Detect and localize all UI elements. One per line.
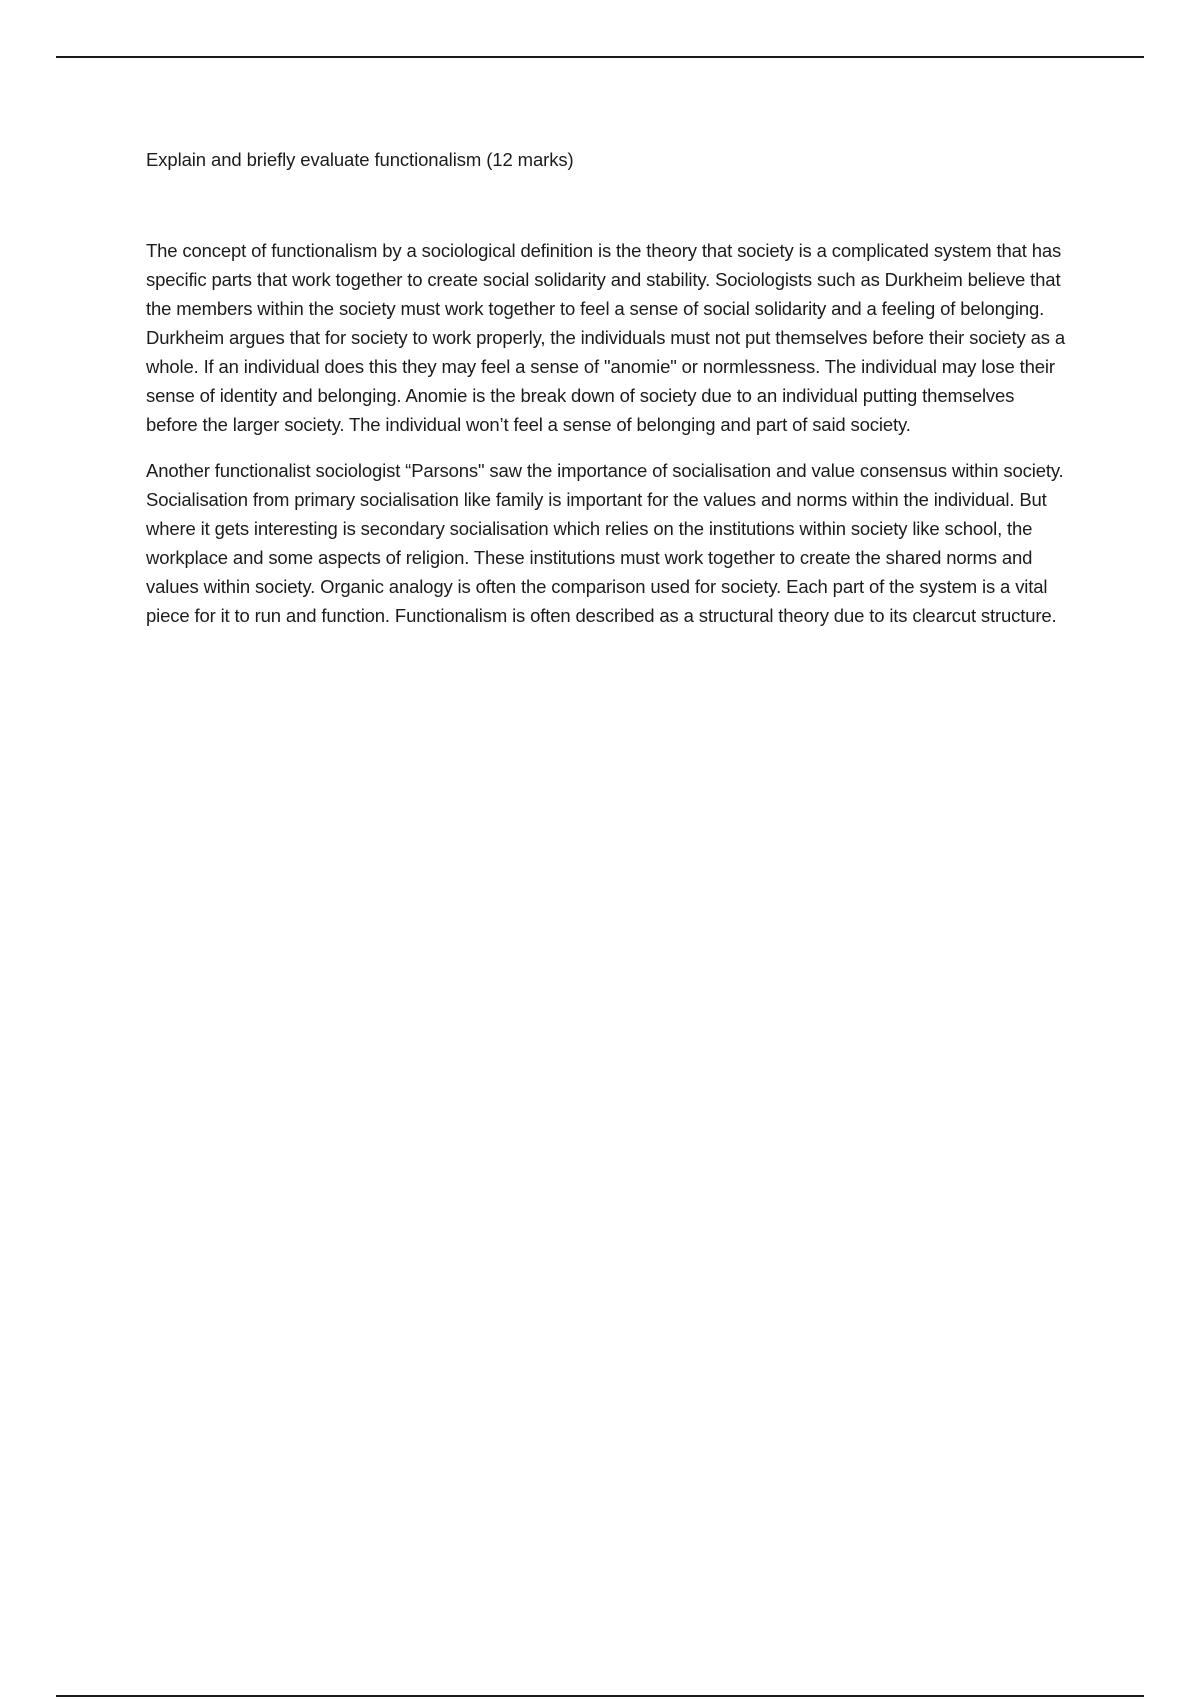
top-rule — [56, 56, 1144, 58]
bottom-rule — [56, 1695, 1144, 1697]
paragraph-durkheim: The concept of functionalism by a sociological definition is the theory that society is a complicated system that has specific parts that work together to create social solidarity and stability. Sociologists such as Durkheim believe that the members within the society must work together to feel a sense of social solidarity and a feeling of belonging. Durkheim argues that for society to work properly, the individuals must not put themselves before their society as a whole. If an individual does this they may feel a sense of "anomie" or normlessness. The individual may lose their sense of identity and belonging. Anomie is the break down of society due to an individual putting themselves before the larger society. The individual won’t feel a sense of belonging and part of said society. — [146, 240, 1066, 435]
paragraph-parsons: Another functionalist sociologist “Parsons" saw the importance of socialisation and value consensus within society. Socialisation from primary socialisation like family is important for the values and norms within the individual. But where it gets interesting is secondary socialisation which relies on the institutions within society like school, the workplace and some aspects of religion. These institutions must work together to create the shared norms and values within society. Organic analogy is often the comparison used for society. Each part of the system is a vital piece for it to run and function. Functionalism is often described as a structural theory due to its clearcut structure. — [146, 460, 1064, 626]
essay-question: Explain and briefly evaluate functionalism (12 marks) — [146, 149, 574, 170]
document-body — [146, 146, 1066, 630]
